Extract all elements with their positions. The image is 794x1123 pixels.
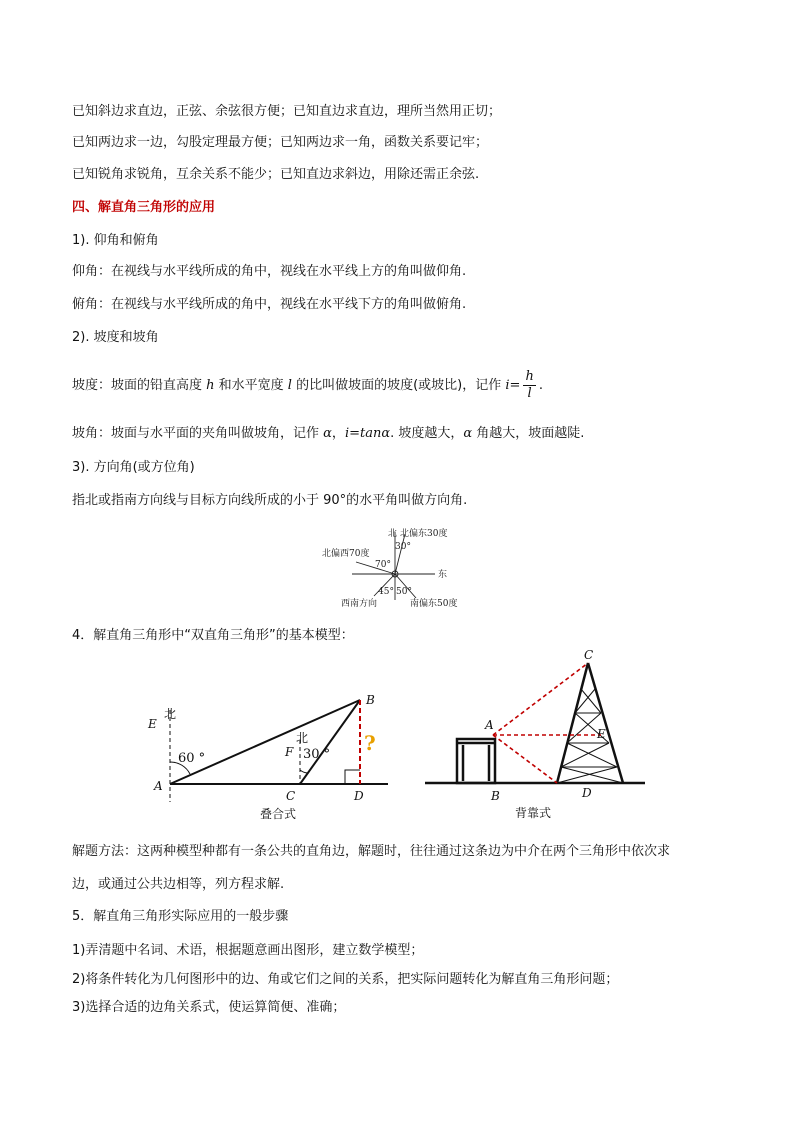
rule-line-2: 已知两边求一边，勾股定理最方便；已知两边求一角，函数关系要记牢； — [72, 135, 489, 150]
tower-top-C-label: C — [584, 648, 594, 662]
slope-angle-definition: 坡角：坡面与水平面的夹角叫做坡角，记作 α，i=tanα. 坡度越大，α 角越大，坡面越陡. — [72, 426, 585, 441]
angle-30-label: 30 ° — [303, 747, 331, 762]
compass-diagram — [310, 522, 490, 614]
sub2-title: 2). 坡度和坡角 — [72, 330, 159, 345]
step-2: 2)将条件转化为几何图形中的边、角或它们之间的关系，把实际问题转化为解直角三角形问题； — [72, 972, 619, 987]
point-D-label: D — [354, 789, 364, 803]
point-B-label-2: B — [491, 789, 500, 803]
direction-definition: 指北或指南方向线与目标方向线所成的小于 90°的水平角叫做方向角. — [72, 493, 468, 508]
rule-line-1: 已知斜边求直边，正弦、余弦很方便；已知直边求直边，理所当然用正切； — [72, 104, 502, 119]
slope-fraction: $\frac{h}{l}$ — [525, 369, 534, 401]
ne30-label: 北偏东30度 — [400, 529, 448, 539]
north-label-2: 北 — [296, 731, 309, 745]
point-A-label-2: A — [485, 718, 494, 732]
sub1-title: 1). 仰角和俯角 — [72, 233, 159, 248]
point-B-label: B — [366, 693, 375, 707]
angle50-label: 50° — [396, 587, 412, 597]
east-label: 东 — [438, 570, 448, 580]
item4-title: 4．解直角三角形中“双直角三角形”的基本模型： — [72, 628, 354, 643]
depression-definition: 俯角：在视线与水平线所成的角中，视线在水平线下方的角叫做俯角. — [72, 297, 467, 312]
angle30-label: 30° — [395, 542, 411, 552]
point-E-label: E — [148, 717, 157, 731]
point-D-label-2: D — [582, 786, 592, 800]
overlap-caption: 叠合式 — [260, 807, 297, 821]
point-E-label-2: E — [597, 727, 606, 741]
line-AB — [170, 700, 360, 784]
north-label: 北 — [388, 529, 398, 539]
slope-definition: 坡度：坡面的铅直高度 h 和水平宽度 l 的比叫做坡面的坡度(或坡比)，记作 i= $\frac{h}{l}$ . — [72, 369, 543, 401]
rule-line-3: 已知锐角求锐角，互余关系不能少；已知直边求斜边，用除还需正余弦. — [72, 167, 480, 182]
sub3-title: 3). 方向角(或方位角) — [72, 460, 195, 475]
tower-lattice — [557, 689, 623, 783]
method-line-2: 边，或通过公共边相等，列方程求解. — [72, 877, 285, 892]
angle-arc-30 — [300, 770, 308, 773]
point-A-label: A — [154, 779, 163, 793]
tower-right-leg — [588, 663, 623, 783]
section4-heading: 四、解直角三角形的应用 — [72, 200, 216, 215]
north-label-1: 北 — [164, 707, 177, 721]
ne30-ray — [395, 534, 405, 574]
elevation-definition: 仰角：在视线与水平线所成的角中，视线在水平线上方的角叫做仰角. — [72, 264, 467, 279]
right-angle-mark — [345, 770, 360, 784]
backtoback-caption: 背靠式 — [515, 806, 552, 820]
angle-60-label: 60 ° — [178, 751, 206, 766]
point-F-label: F — [285, 745, 294, 759]
overlap-model-figure — [140, 690, 400, 825]
sw-label: 西南方向 — [341, 599, 378, 609]
sightline-AD — [493, 735, 557, 783]
step-3: 3)选择合适的边角关系式，使运算简便、准确； — [72, 1000, 346, 1015]
angle70-label: 70° — [375, 560, 391, 570]
question-mark: ? — [364, 731, 376, 755]
se50-label: 南偏东50度 — [410, 599, 458, 609]
method-line-1: 解题方法：这两种模型种都有一条公共的直角边，解题时，往往通过这条边为中介在两个三角形中依次求 — [72, 844, 671, 859]
step-1: 1)弄清题中名词、术语，根据题意画出图形，建立数学模型； — [72, 943, 424, 958]
tower-left-leg — [557, 663, 588, 783]
point-C-label: C — [286, 789, 296, 803]
sightline-AC — [493, 663, 588, 735]
nw70-label: 北偏西70度 — [322, 549, 370, 559]
angle45-label: 45° — [378, 587, 394, 597]
backtoback-model-figure — [425, 645, 650, 830]
item5-title: 5．解直角三角形实际应用的一般步骤 — [72, 909, 289, 924]
